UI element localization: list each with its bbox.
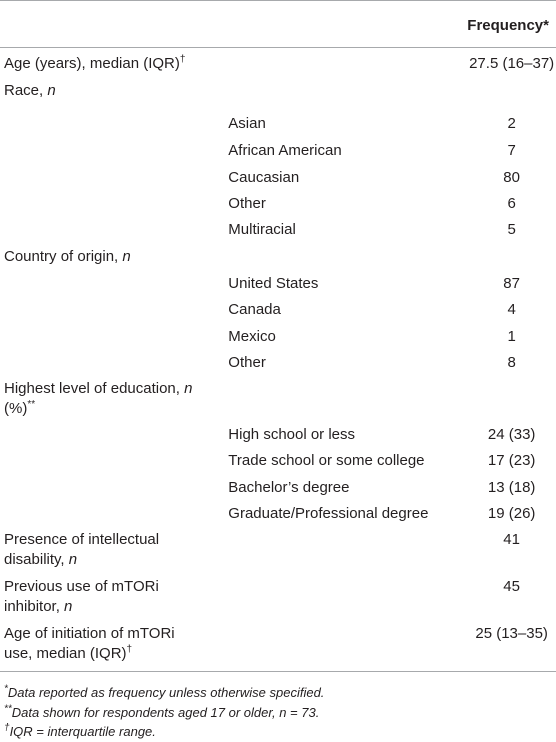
header-cell-empty-1: [0, 1, 224, 48]
row-value: 25 (13–35): [467, 618, 556, 672]
row-sub: Asian: [228, 114, 266, 132]
table-row: [0, 294, 556, 321]
double-asterisk-sup: **: [27, 398, 36, 410]
footnote-text: IQR = interquartile range.: [9, 724, 156, 739]
table-row: [0, 618, 556, 672]
table-row: [0, 162, 556, 188]
row-sub: United States: [228, 274, 319, 292]
table-row: [0, 241, 556, 268]
row-label-italic: n: [122, 247, 131, 265]
row-sub: [224, 524, 467, 571]
dagger-sup: †: [126, 643, 133, 655]
row-label: [0, 188, 224, 214]
header-frequency: Frequency*: [467, 17, 549, 34]
row-value: 7: [507, 141, 516, 159]
row-label-text: Country of origin,: [4, 247, 119, 265]
row-value: 4: [507, 300, 516, 318]
row-label: [0, 108, 224, 135]
row-label: [0, 321, 224, 347]
row-value: 41: [503, 530, 520, 548]
row-sub: High school or less: [228, 425, 356, 443]
row-sub: Trade school or some college: [228, 451, 425, 469]
row-value: 1: [507, 327, 516, 345]
table-row: [0, 571, 556, 618]
row-label: [0, 472, 224, 498]
row-label: [0, 445, 224, 472]
row-label-text: Age (years), median (IQR): [4, 55, 180, 72]
row-label-text: inhibitor,: [4, 597, 60, 615]
table-row: [0, 268, 556, 294]
row-label: [0, 268, 224, 294]
table-footnotes: [4, 683, 324, 742]
row-label: [0, 373, 224, 419]
row-sub: African American: [228, 141, 342, 159]
row-value: 24 (33): [487, 425, 536, 443]
row-label-text: Previous use of mTORi: [4, 577, 159, 595]
row-sub: [224, 373, 467, 419]
footnote-text: Data shown for respondents aged 17 or older,: [11, 704, 280, 720]
footnote-mark: †: [4, 722, 10, 734]
row-sub: Caucasian: [228, 168, 300, 186]
row-sub: [224, 618, 467, 672]
row-label: [0, 214, 224, 241]
row-label-text: (%): [4, 399, 28, 417]
row-label-text: Highest level of education,: [4, 379, 180, 397]
row-label: [0, 81, 224, 108]
table-row: [0, 81, 556, 108]
row-label: [0, 162, 224, 188]
header-cell-empty-2: [224, 1, 467, 48]
table-row: [0, 135, 556, 162]
table-row: [0, 498, 556, 524]
row-label: [0, 294, 224, 321]
footnote-text: = 73.: [286, 704, 320, 720]
row-label-italic: n: [184, 379, 193, 397]
table-row: [0, 321, 556, 347]
row-sub: Canada: [228, 300, 281, 318]
row-value: 17 (23): [487, 451, 536, 469]
row-label-italic: n: [68, 550, 78, 568]
row-label: [0, 571, 224, 618]
footnote-n: n: [279, 704, 287, 720]
table-row: [0, 445, 556, 472]
row-label-text: Presence of intellectual: [4, 530, 160, 548]
dagger-sup: †: [179, 54, 186, 65]
table-row: [0, 48, 556, 81]
row-label: [0, 48, 224, 81]
row-sub: Bachelor’s degree: [228, 478, 350, 496]
row-value: 13 (18): [487, 478, 536, 496]
table-row: [0, 188, 556, 214]
row-sub: Graduate/Professional degree: [228, 504, 429, 522]
footnote-1: [4, 683, 324, 703]
row-label: [0, 241, 224, 268]
table-row: [0, 108, 556, 135]
row-label-text: Age of initiation of mTORi: [4, 624, 175, 642]
table-row: [0, 524, 556, 571]
footnote-2: [4, 703, 324, 723]
row-value: [467, 241, 556, 268]
row-value: 8: [507, 353, 516, 371]
row-value: [467, 373, 556, 419]
row-label-text: use, median (IQR): [4, 644, 127, 662]
table-header-row: [0, 1, 556, 48]
row-value: 87: [503, 274, 520, 292]
footnote-mark: **: [4, 703, 12, 715]
table-row: [0, 214, 556, 241]
row-label: [0, 135, 224, 162]
row-sub: Multiracial: [228, 220, 296, 238]
row-value: 45: [503, 577, 520, 595]
row-sub: Other: [228, 194, 266, 212]
row-sub: [224, 571, 467, 618]
row-sub: Other: [228, 353, 266, 371]
row-label-text: Race,: [4, 81, 44, 99]
table-row: [0, 347, 556, 373]
row-sub: [224, 48, 467, 81]
row-label-italic: n: [47, 81, 56, 99]
table-row: [0, 419, 556, 445]
row-label: [0, 524, 224, 571]
row-value: 6: [507, 194, 516, 212]
table-row: [0, 472, 556, 498]
row-label-italic: n: [64, 597, 73, 615]
row-sub: [224, 81, 467, 108]
row-sub: [224, 241, 467, 268]
row-label: [0, 618, 224, 672]
row-value: 27.5 (16–37): [469, 55, 555, 72]
row-label: [0, 498, 224, 524]
row-sub: Mexico: [228, 327, 276, 345]
row-value: 5: [507, 220, 516, 238]
footnote-mark: *: [4, 683, 8, 695]
footnote-3: [4, 722, 324, 742]
row-value: 19 (26): [487, 504, 536, 522]
row-value: 80: [503, 168, 520, 186]
row-value: 2: [507, 114, 516, 132]
footnote-text: Data reported as frequency unless otherwise specified.: [7, 685, 325, 700]
row-label-text: disability,: [4, 550, 65, 568]
table-row: [0, 373, 556, 419]
row-label: [0, 347, 224, 373]
row-value: [467, 81, 556, 108]
row-label: [0, 419, 224, 445]
